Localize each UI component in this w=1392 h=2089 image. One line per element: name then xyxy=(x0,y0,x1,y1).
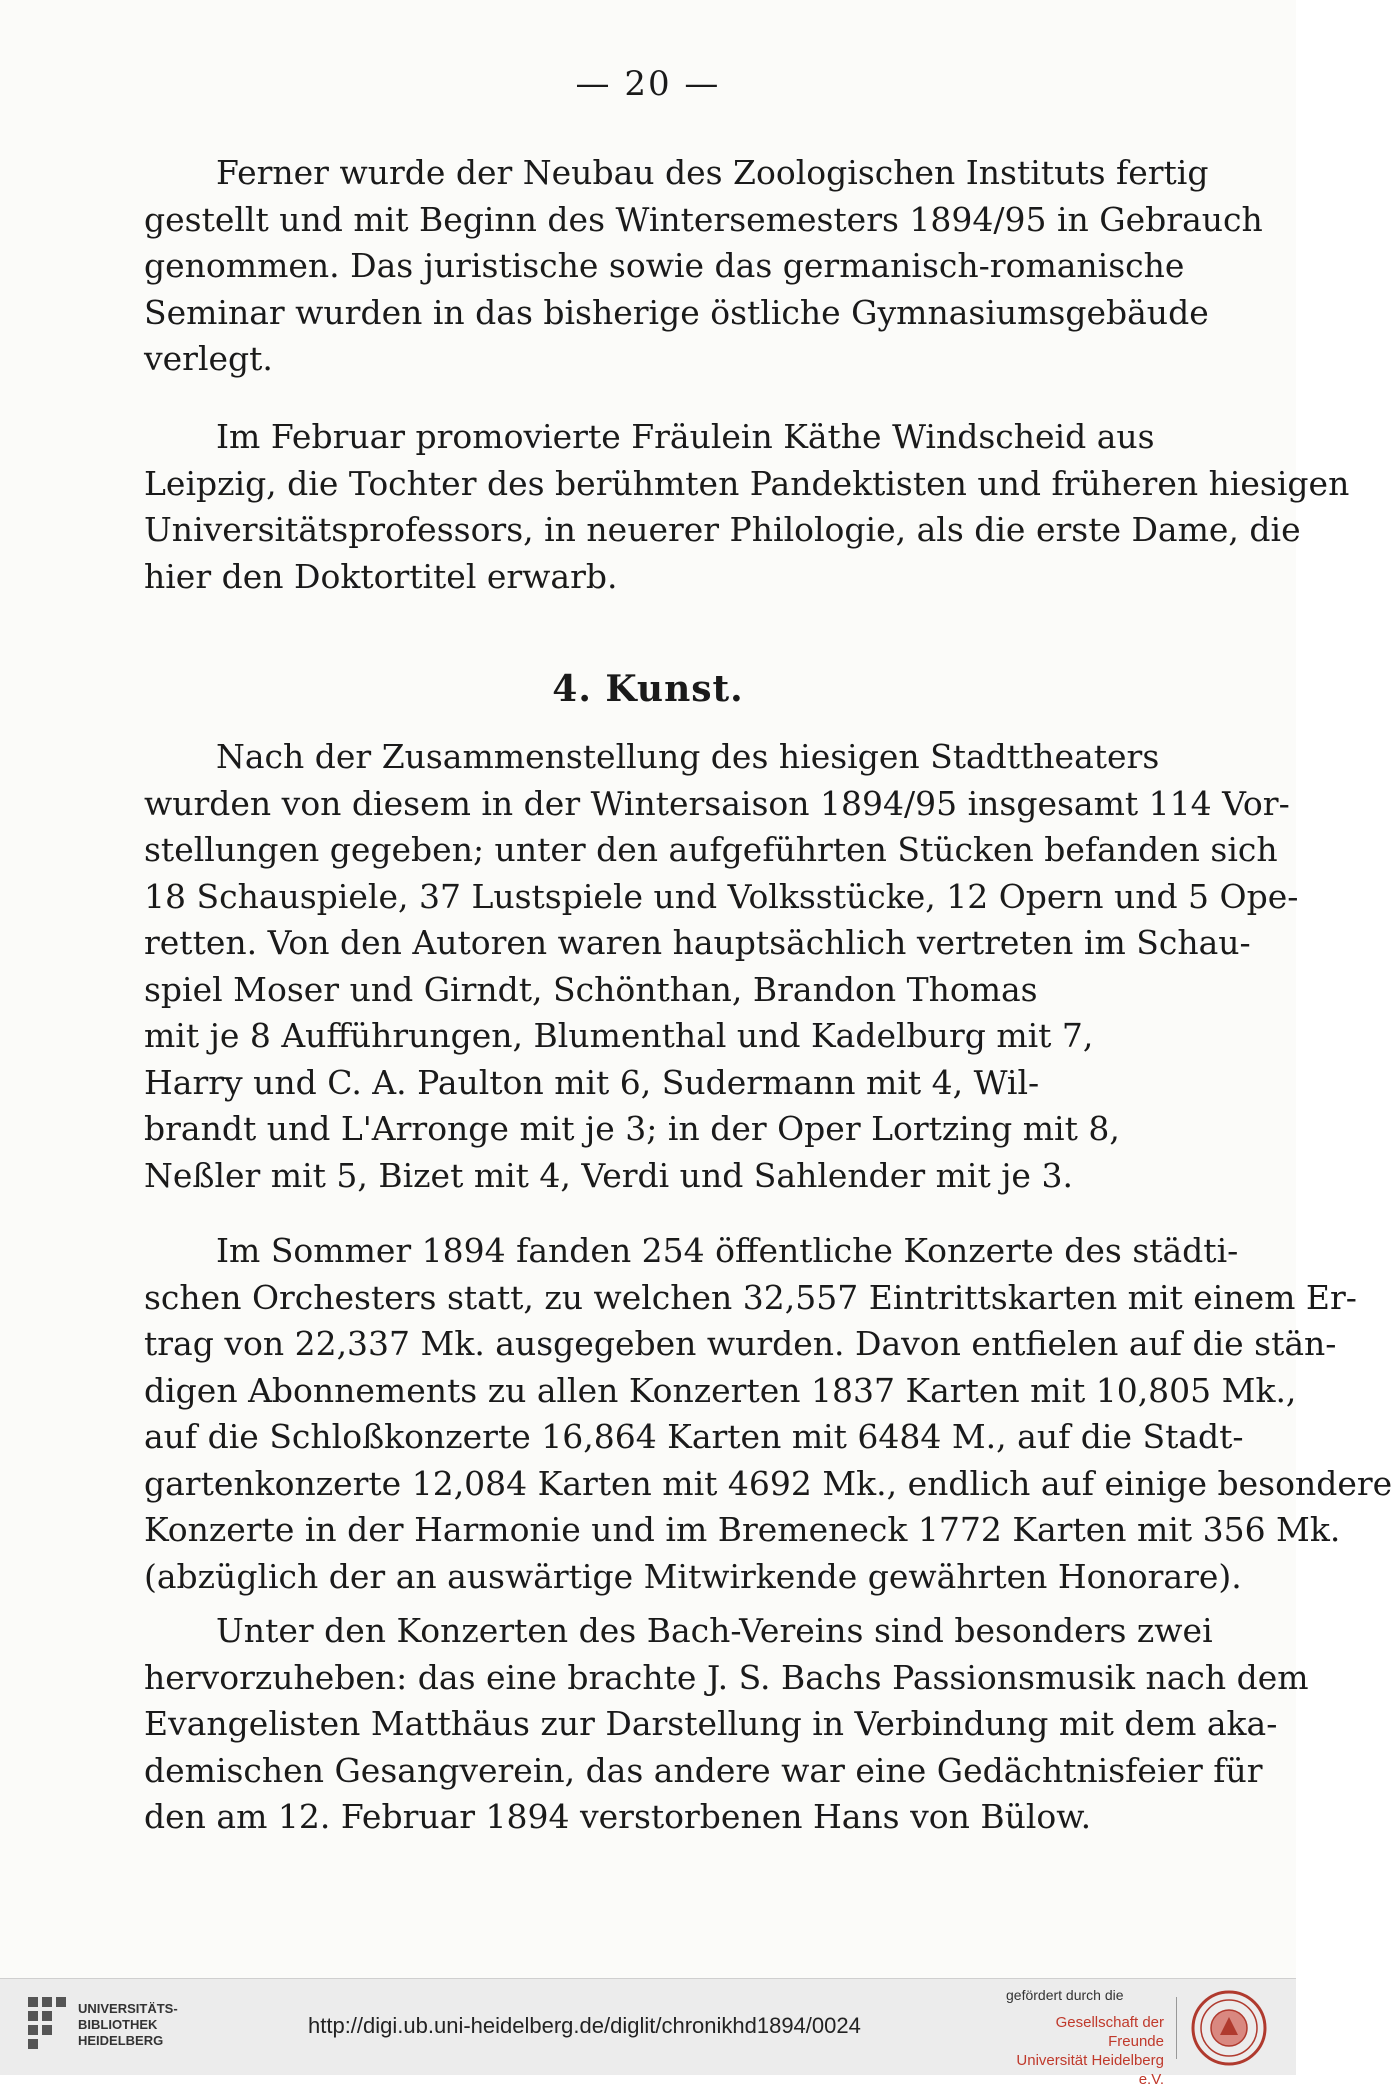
society-name xyxy=(1004,2013,1164,2089)
text-line: gartenkonzerte 12,084 Karten mit 4692 Mk., endlich auf einige besondere xyxy=(144,1463,1392,1503)
text-line: stellungen gegeben; unter den aufgeführten Stücken befanden sich xyxy=(144,830,1278,869)
library-name xyxy=(78,2001,178,2049)
text-line: hervorzuheben: das eine brachte J. S. Bachs Passionsmusik nach dem xyxy=(144,1657,1309,1697)
library-name-line: BIBLIOTHEK xyxy=(78,2017,158,2032)
text-line: genommen. Das juristische sowie das germanisch-romanische xyxy=(144,246,1185,285)
text-line: Evangelisten Matthäus zur Darstellung in Verbindung mit dem aka- xyxy=(144,1704,1278,1743)
text-line: schen Orchesters statt, zu welchen 32,557 Eintrittskarten mit einem Er- xyxy=(144,1277,1357,1317)
text-line: Seminar wurden in das bisherige östliche Gymnasiumsgebäude xyxy=(144,292,1209,332)
section-heading: 4. Kunst. xyxy=(552,668,744,710)
text-line: gestellt und mit Beginn des Wintersemesters 1894/95 in Gebrauch xyxy=(144,199,1263,239)
footer-divider xyxy=(1176,1997,1177,2059)
text-line: Unter den Konzerten des Bach-Vereins sind besonders zwei xyxy=(216,1611,1213,1650)
university-seal-icon xyxy=(1190,1989,1268,2067)
page-number: — 20 — xyxy=(575,64,721,104)
text-line: digen Abonnements zu allen Konzerten 1837 Karten mit 10,805 Mk., xyxy=(144,1370,1297,1410)
paragraph-zoology-institute xyxy=(144,150,1263,383)
paragraph-concerts xyxy=(144,1228,1392,1600)
text-line: auf die Schloßkonzerte 16,864 Karten mit 6484 M., auf die Stadt- xyxy=(144,1417,1244,1456)
text-line: hier den Doktortitel erwarb. xyxy=(144,556,618,596)
library-name-line: UNIVERSITÄTS- xyxy=(78,2001,178,2016)
text-line: Neßler mit 5, Bizet mit 4, Verdi und Sahlender mit je 3. xyxy=(144,1155,1073,1195)
library-logo-icon xyxy=(24,1993,70,2059)
text-line: Harry und C. A. Paulton mit 6, Sudermann mit 4, Wil- xyxy=(144,1062,1040,1102)
text-line: Universitätsprofessors, in neuerer Philologie, als die erste Dame, die xyxy=(144,510,1301,549)
text-line: verlegt. xyxy=(144,339,273,378)
paragraph-bach-verein xyxy=(144,1608,1309,1841)
text-line: Konzerte in der Harmonie und im Bremeneck 1772 Karten mit 356 Mk. xyxy=(144,1510,1341,1549)
text-line: mit je 8 Aufführungen, Blumenthal und Kadelburg mit 7, xyxy=(144,1016,1094,1055)
text-line: Ferner wurde der Neubau des Zoologischen Instituts fertig xyxy=(216,153,1209,192)
text-line: retten. Von den Autoren waren hauptsächlich vertreten im Schau- xyxy=(144,923,1251,962)
library-name-line: HEIDELBERG xyxy=(78,2033,164,2048)
text-line: Leipzig, die Tochter des berühmten Pandektisten und früheren hiesigen xyxy=(144,463,1350,503)
funded-by-text: gefördert durch die xyxy=(1006,1987,1124,2003)
text-line: Im Sommer 1894 fanden 254 öffentliche Konzerte des städti- xyxy=(216,1231,1239,1270)
text-line: (abzüglich der an auswärtige Mitwirkende gewährten Honorare). xyxy=(144,1556,1242,1596)
text-line: trag von 22,337 Mk. ausgegeben wurden. Davon entfielen auf die stän- xyxy=(144,1324,1337,1363)
text-line: 18 Schauspiele, 37 Lustspiele und Volksstücke, 12 Opern und 5 Ope- xyxy=(144,876,1299,916)
text-line: spiel Moser und Girndt, Schönthan, Brandon Thomas xyxy=(144,969,1038,1009)
text-line: demischen Gesangverein, das andere war eine Gedächtnisfeier für xyxy=(144,1750,1263,1790)
paragraph-theater xyxy=(144,734,1299,1199)
text-line: wurden von diesem in der Wintersaison 1894/95 insgesamt 114 Vor- xyxy=(144,783,1290,823)
society-name-line: Universität Heidelberg e.V. xyxy=(1016,2052,1164,2088)
source-url-link[interactable]: http://digi.ub.uni-heidelberg.de/diglit/chronikhd1894/0024 xyxy=(308,2013,861,2038)
text-line: brandt und L'Arronge mit je 3; in der Oper Lortzing mit 8, xyxy=(144,1109,1120,1148)
text-line: den am 12. Februar 1894 verstorbenen Hans von Bülow. xyxy=(144,1797,1092,1836)
footer-bar xyxy=(0,1978,1296,2088)
society-name-line: Gesellschaft der Freunde xyxy=(1055,2014,1164,2050)
text-line: Nach der Zusammenstellung des hiesigen Stadttheaters xyxy=(216,737,1160,776)
paragraph-doctorate xyxy=(144,414,1350,600)
text-line: Im Februar promovierte Fräulein Käthe Windscheid aus xyxy=(216,417,1155,456)
